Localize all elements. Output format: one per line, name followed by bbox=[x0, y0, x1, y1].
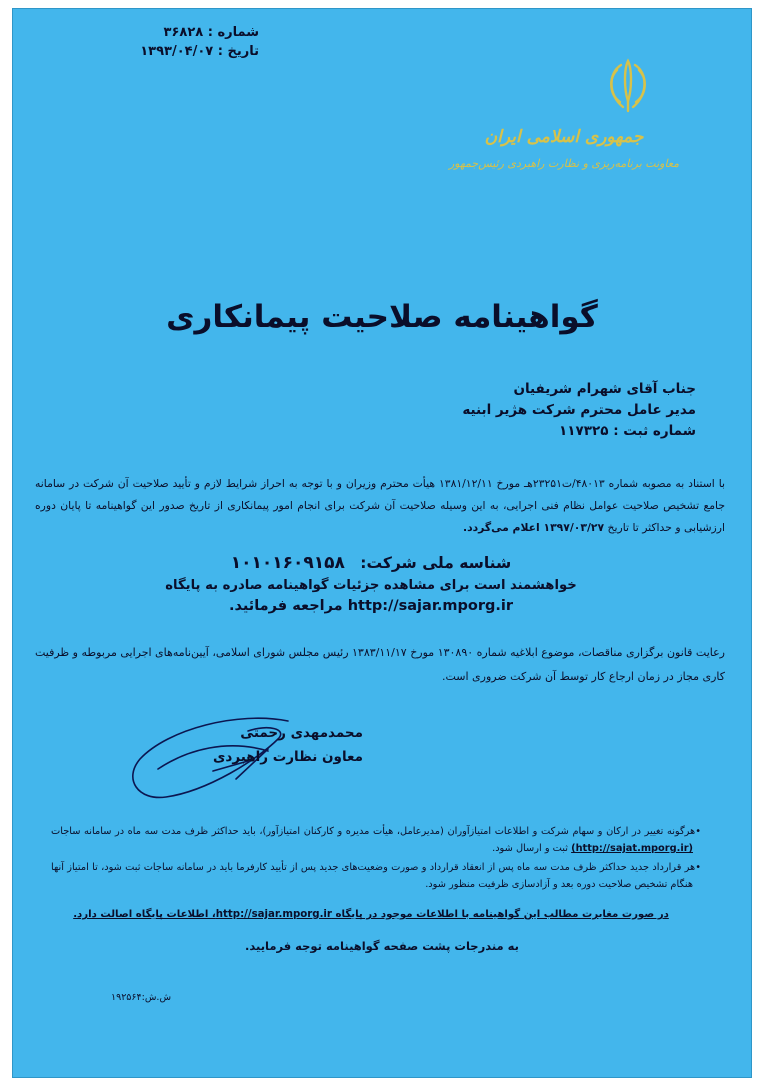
issuer-office: معاونت برنامه‌ریزی و نظارت راهبردی رئیس‌جمهور bbox=[448, 157, 680, 170]
approval-deadline: ۱۳۹۷/۰۳/۲۷ اعلام می‌گردد. bbox=[463, 521, 605, 534]
serial-number: ش.ش:۱۹۲۵۶۴ bbox=[111, 992, 172, 1003]
addressee-block bbox=[276, 379, 696, 442]
law-compliance-paragraph: رعایت قانون برگزاری مناقصات، موضوع ابلاغیه شماره ۱۳۰۸۹۰ مورخ ۱۳۸۳/۱۱/۱۷ رئیس مجلس شورای اسلامی، آیین‌نامه‌های اجرایی مربوطه و ظرفیت کاری مجاز در زمان ارجاع کار توسط آن شرکت ضروری است. bbox=[34, 646, 725, 683]
note-1-text: •هرگونه تغییر در ارکان و سهام شرکت و اطلاعات امتیازآوران (مدیرعامل، هیأت مدیره و کارکنان امتیازآور)، باید حداکثر ظرف مدت سه ماه در سامانه ساجات bbox=[51, 826, 701, 837]
reference-date-row bbox=[29, 42, 259, 61]
registration-label: شماره ثبت : bbox=[613, 423, 696, 439]
reference-number-row bbox=[29, 23, 259, 42]
issuer-country: جمهوری اسلامی ایران bbox=[484, 127, 644, 147]
certificate-title: گواهینامه صلاحیت پیمانکاری bbox=[166, 299, 598, 335]
registration-row bbox=[276, 421, 696, 442]
addressee-position: مدیر عامل محترم شرکت هژیر ابنیه bbox=[462, 402, 696, 418]
approval-paragraph bbox=[35, 473, 725, 539]
signatory-name: محمدمهدی رحمتی bbox=[240, 725, 363, 741]
signatory-block bbox=[183, 721, 363, 769]
portal-row bbox=[111, 598, 631, 614]
note-item bbox=[51, 823, 701, 857]
national-id-row bbox=[111, 553, 631, 573]
approval-text: با استناد به مصوبه شماره ۴۸۰۱۳/ت۲۳۲۵۱هـ مورخ ۱۳۸۱/۱۲/۱۱ هیأت محترم وزیران و با توجه به احراز شرایط لازم و تأیید صلاحیت آن شرکت در سامانه جامع تشخیص صلاحیت عوامل نظام فنی اجرایی، به این وسیله صلاحیت آن شرکت برای انجام امور پیمانکاری از تاریخ صدور این گواهینامه تا پایان دوره ارزشیابی و حداکثر تا تاریخ bbox=[35, 477, 726, 534]
portal-suffix: مراجعه فرمائید. bbox=[228, 598, 343, 614]
portal-instruction: خواهشمند است برای مشاهده جزئیات گواهینامه صادره به پایگاه bbox=[165, 578, 577, 593]
signatory-title: معاون نظارت راهبردی bbox=[213, 749, 363, 765]
addressee-name: جناب آقای شهرام شریفیان bbox=[513, 381, 696, 397]
note-item: •هر قرارداد جدید حداکثر ظرف مدت سه ماه پس از انعقاد قرارداد و صورت وضعیت‌های جدید پس از تأیید کارفرما باید در سامانه ساجات ثبت شود، تا امتیاز آنها هنگام تشخیص صلاحیت دوره بعد و آزادسازی ظرفیت منظور شود. bbox=[51, 862, 701, 890]
issuer-block bbox=[399, 127, 729, 170]
note-1-suffix: ثبت و ارسال شود. bbox=[492, 843, 568, 854]
national-id-label: شناسه ملی شرکت: bbox=[360, 554, 512, 572]
certificate-sheet bbox=[12, 8, 752, 1078]
reference-number-label: شماره : bbox=[207, 25, 259, 40]
reference-number-value: ۳۶۸۲۸ bbox=[163, 25, 204, 40]
national-id-value: ۱۰۱۰۱۶۰۹۱۵۸ bbox=[230, 553, 345, 573]
iran-emblem-icon bbox=[603, 55, 653, 115]
discrepancy-notice: در صورت مغایرت مطالب این گواهینامه با اطلاعات موجود در پایگاه http://sajar.mporg.ir، اطلاعات پایگاه اصالت دارد. bbox=[73, 909, 669, 920]
reference-date-label: تاریخ : bbox=[217, 44, 259, 59]
notes-block bbox=[51, 823, 701, 895]
registration-number: ۱۱۷۳۲۵ bbox=[559, 423, 609, 439]
national-id-block bbox=[111, 553, 631, 614]
see-back-notice: به مندرجات پشت صفحه گواهینامه توجه فرمایید. bbox=[245, 939, 519, 953]
reference-block bbox=[29, 23, 259, 61]
reference-date-value: ۱۳۹۳/۰۴/۰۷ bbox=[140, 44, 214, 59]
portal-link[interactable]: http://sajar.mporg.ir bbox=[347, 598, 514, 614]
sajat-link[interactable]: (http://sajat.mporg.ir) bbox=[571, 843, 693, 854]
